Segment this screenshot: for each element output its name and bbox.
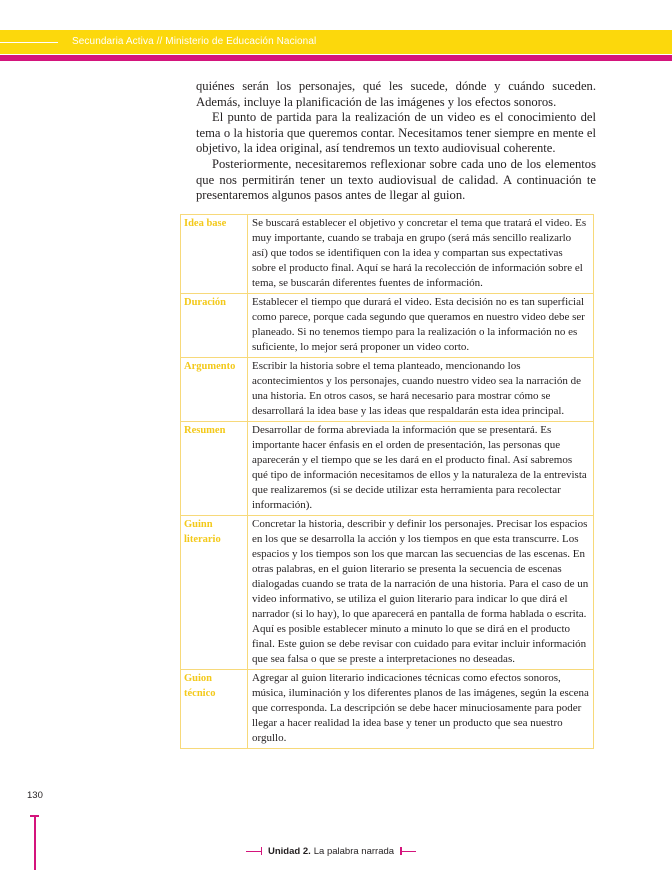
header-decorative-line (0, 42, 58, 43)
footer-unit-title: La palabra narrada (313, 845, 395, 857)
step-term: Resumen (181, 422, 248, 516)
table-row (181, 516, 594, 670)
footer-bracket-left-icon (246, 847, 262, 855)
paragraph: Posteriormente, necesitaremos reflexionar sobre cada uno de los elementos que nos permitirán tener un texto audiovisual de calidad. A continuación te presentaremos algunos pasos antes de llegar al guion. (196, 156, 596, 203)
table-row (181, 422, 594, 516)
step-term: Guion técnico (181, 670, 248, 749)
step-description: Escribir la historia sobre el tema planteado, mencionando los acontecimientos y los personajes, cuando nuestro video sea la narración de una historia. En otros casos, se hará necesario para mostrar cómo se desarrollará la idea base y las ideas que respaldarán esta idea principal. (248, 358, 594, 422)
footer-unit-label: Unidad 2. (268, 845, 311, 857)
table-row (181, 358, 594, 422)
step-description: Se buscará establecer el objetivo y concretar el tema que tratará el video. Es muy importante, cuando se trabaja en grupo (será más sencillo realizarlo así) que todos se identifiquen con la idea y compartan sus expectativas sobre el producto final. Aquí se hará la recolección de información sobre el tema, se buscarán diferentes fuentes de información. (248, 215, 594, 294)
table-row (181, 215, 594, 294)
page-number: 130 (27, 790, 43, 801)
step-description: Establecer el tiempo que durará el video. Esta decisión no es tan superficial como parece, porque cada segundo que queramos en nuestro video debe ser planeado. Si no tenemos tiempo para la realización o la información no es suficiente, lo mejor será proponer un video corto. (248, 294, 594, 358)
table-row (181, 670, 594, 749)
step-description: Desarrollar de forma abreviada la información que se presentará. Es importante hacer énfasis en el orden de presentación, las personas que aparecerán y el tiempo que se les dará en el producto final. Así sabremos qué tipo de información necesitamos de ellos y la naturaleza de la entrevista que realizaremos (si se decide utilizar esta herramienta para recolectar información). (248, 422, 594, 516)
video-steps-table (180, 214, 594, 749)
running-header: Secundaria Activa // Ministerio de Educación Nacional (72, 36, 317, 47)
paragraph: El punto de partida para la realización de un video es el conocimiento del tema o la historia que queremos contar. Necesitamos tener siempre en mente el objetivo, la idea original, así tendremos un texto audiovisual coherente. (196, 110, 596, 156)
step-term: Duración (181, 294, 248, 358)
step-description: Agregar al guion literario indicaciones técnicas como efectos sonoros, música, iluminación y los diferentes planos de las imágenes, según la escena que corresponda. La descripción se debe hacer minuciosamente para poder llegar a hacer realidad la idea base y tener un producto que sea nuestro orgullo. (248, 670, 594, 749)
body-text (196, 79, 596, 204)
margin-mark-line (34, 815, 36, 870)
step-term: Argumento (181, 358, 248, 422)
step-term: Guinn literario (181, 516, 248, 670)
paragraph: quiénes serán los personajes, qué les sucede, dónde y cuándo suceden. Además, incluye la planificación de las imágenes y los efectos sonoros. (196, 79, 596, 109)
header-accent-stripe (0, 55, 672, 61)
page-footer (246, 844, 416, 858)
table-row (181, 294, 594, 358)
step-description: Concretar la historia, describir y definir los personajes. Precisar los espacios en los que se desarrolla la acción y los tiempos en que esta transcurre. Los espacios y los tiempos son los que marcan las secuencias de las escenas. En otras palabras, en el guion literario se presenta la secuencia de escenas dialogadas cuando se trata de la narración de una historia. Para el caso de un video informativo, se utiliza el guion literario para indicar lo que dirá el narrador (si lo hay), lo que aparecerá en pantalla de forma hablada o escrita. Aquí es posible establecer minuto a minuto lo que se dirá en el producto final. Este guion se debe revisar con cuidado para evitar incluir información que sea falsa o que se preste a interpretaciones no deseadas. (248, 516, 594, 670)
step-term: Idea base (181, 215, 248, 294)
footer-bracket-right-icon (400, 847, 416, 855)
